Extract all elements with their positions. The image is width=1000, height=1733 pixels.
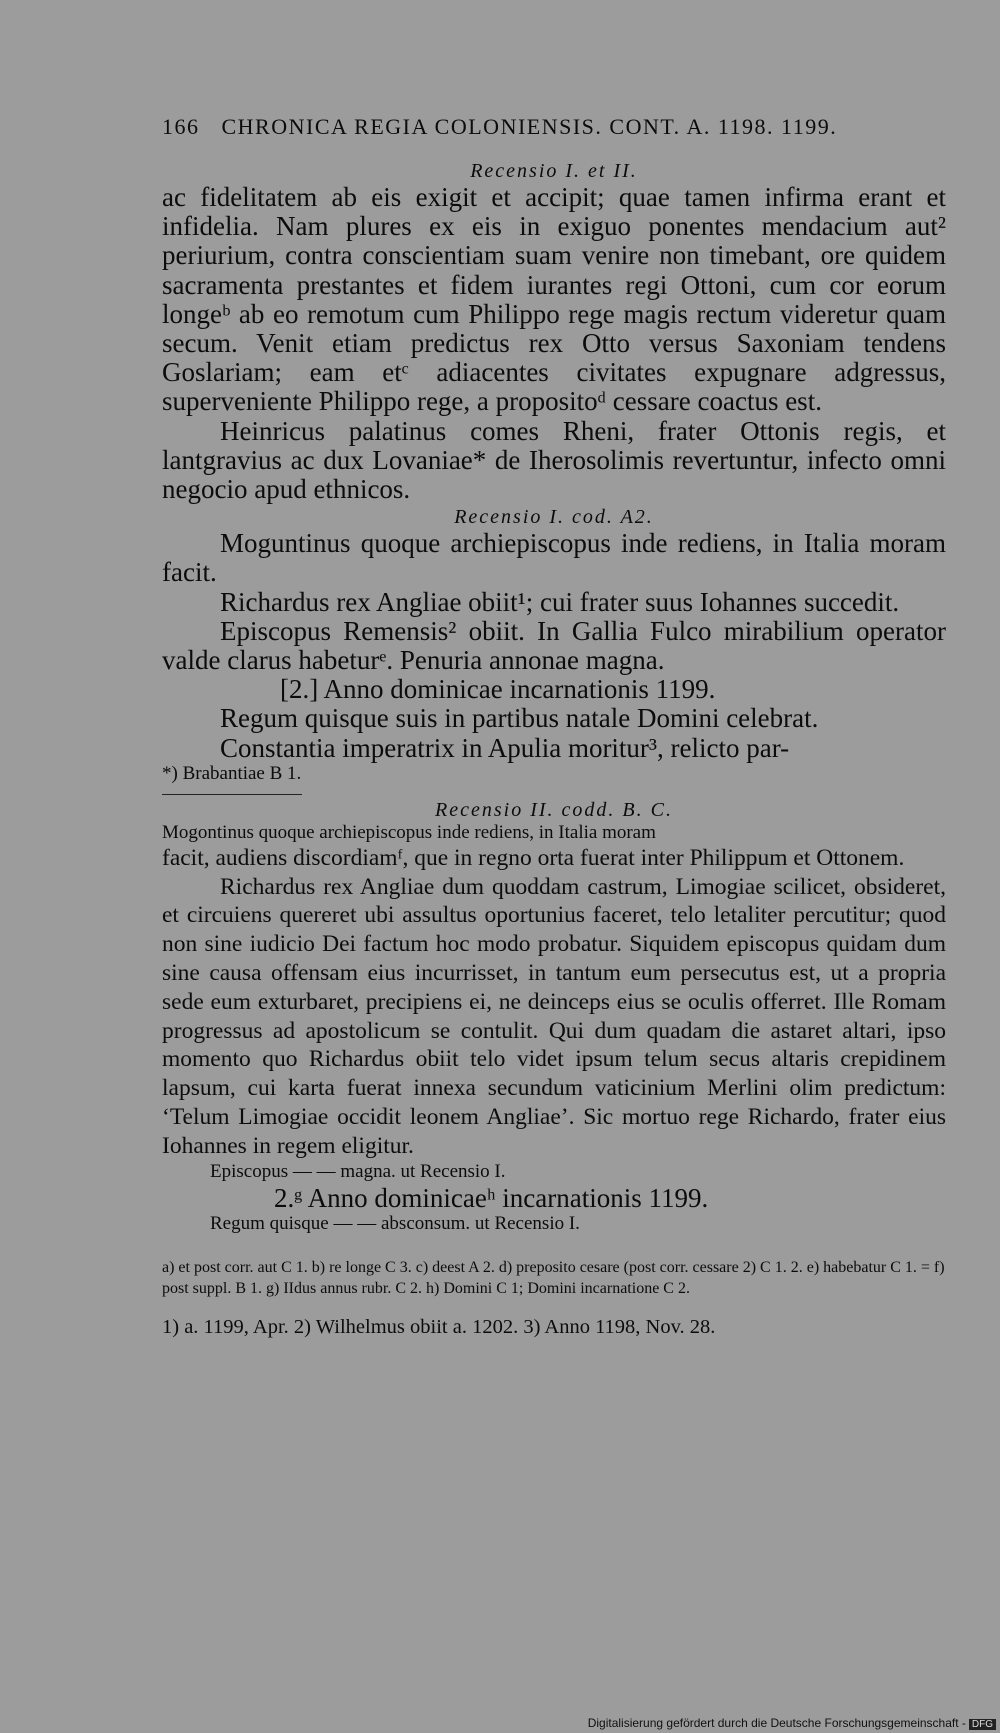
paragraph: facit, audiens discordiamᶠ, que in regno orta fuerat inter Philippum et Ottonem. xyxy=(162,844,905,871)
recension-heading: Recensio II. codd. B. C. xyxy=(435,798,673,821)
paragraph: ac fidelitatem ab eis exigit et accipit; quae tamen infirma erant et infidelia. Nam plures ex eis in exiguo ponentes mendacium aut² periurium, contra conscientiam suam venire non timebant, ore quidem sacramenta prestantes et fidem iurantes regi Ottoni, cum cor eorum longeᵇ ab eo remotum cum Philippo rege magis rectum videretur quam secum. Venit etiam predictus rex Otto versus Saxoniam tendens Goslariam; eam etᶜ adiacentes civitates expugnare adgressus, superveniente Philippo rege, a propositoᵈ cessare coactus est. xyxy=(162,182,946,417)
digitization-credit xyxy=(588,1716,996,1730)
divider xyxy=(162,794,302,795)
paragraph: Heinricus palatinus comes Rheni, frater Ottonis regis, et lantgravius ac dux Lovaniae* de Iherosolimis revertuntur, infecto omni negocio apud ethnicos. xyxy=(162,415,946,505)
paragraph: Richardus rex Angliae dum quoddam castrum, Limogiae scilicet, obsideret, et circuiens quereret ubi assultus oportunius faceret, telo letaliter percutitur; quod non sine iudicio Dei factum hoc modo probatur. Siquidem episcopus quidam dum sine causa offensam eius incurrisset, in tantum eum persecutus est, ut a propria sede eum exturbaret, precipiens ei, ne deinceps eius se oculis offerret. Ille Romam progressus ad apostolicum se contulit. Qui dum quadam die astaret altari, ipso momento quo Richardus obiit telo videt ipsum telum secus altaris crepidinem lapsum, cui karta fuerat innexa secundum vaticinium Merlini olim predictum: ‘Telum Limogiae occidit leonem Angliae’. Sic mortuo rege Richardo, frater eius Iohannes in regem eligitur. xyxy=(162,873,946,1159)
recension-I-text xyxy=(162,529,946,763)
credit-text: Digitalisierung gefördert durch die Deutsche Forschungsgemeinschaft - xyxy=(587,1716,966,1730)
paragraph: Richardus rex Angliae obiit¹; cui frater suus Iohannes succedit. xyxy=(220,586,900,617)
recension-II-text xyxy=(162,822,946,1161)
paragraph: Episcopus Remensis² obiit. In Gallia Fulco mirabilium operator valde clarus habeturᵉ. Penuria annonae magna. xyxy=(162,615,946,676)
variant-notes: a) et post corr. aut C 1. b) re longe C 3. c) deest A 2. d) preposito cesare (post corr. cessare 2) C 1. 2. e) habebatur C 1. = f) post suppl. B 1. g) IIdus annus rubr. C 2. h) Domini C 1; Domini incarnatione C 2. xyxy=(162,1258,945,1297)
main-text xyxy=(162,183,946,504)
running-title: CHRONICA REGIA COLONIENSIS. CONT. A. 1198. 1199. xyxy=(221,114,838,139)
paragraph: Constantia imperatrix in Apulia moritur³, relicto par- xyxy=(220,732,790,763)
historical-notes: 1) a. 1199, Apr. 2) Wilhelmus obiit a. 1202. 3) Anno 1198, Nov. 28. xyxy=(162,1315,716,1338)
recension-heading: Recensio I. et II. xyxy=(470,160,638,182)
year-line: 2.ᵍ Anno dominicaeʰ incarnationis 1199. xyxy=(274,1182,709,1213)
recension-heading: Recensio I. cod. A2. xyxy=(454,506,654,529)
star-footnote: *) Brabantiae B 1. xyxy=(162,762,302,784)
text-body xyxy=(162,160,946,1339)
page-header xyxy=(162,114,946,140)
page-number: 166 xyxy=(162,114,200,139)
paragraph-small: Mogontinus quoque archiepiscopus inde rediens, in Italia moram xyxy=(162,821,656,843)
dfg-logo: DFG xyxy=(969,1719,996,1730)
paragraph: [2.] Anno dominicae incarnationis 1199. xyxy=(280,674,716,705)
paragraph: Regum quisque suis in partibus natale Domini celebrat. xyxy=(220,703,819,734)
cross-reference-line: Episcopus — — magna. ut Recensio I. xyxy=(210,1160,506,1182)
paragraph: Moguntinus quoque archiepiscopus inde rediens, in Italia moram facit. xyxy=(162,528,946,588)
cross-reference-line: Regum quisque — — absconsum. ut Recensio I. xyxy=(210,1212,580,1234)
